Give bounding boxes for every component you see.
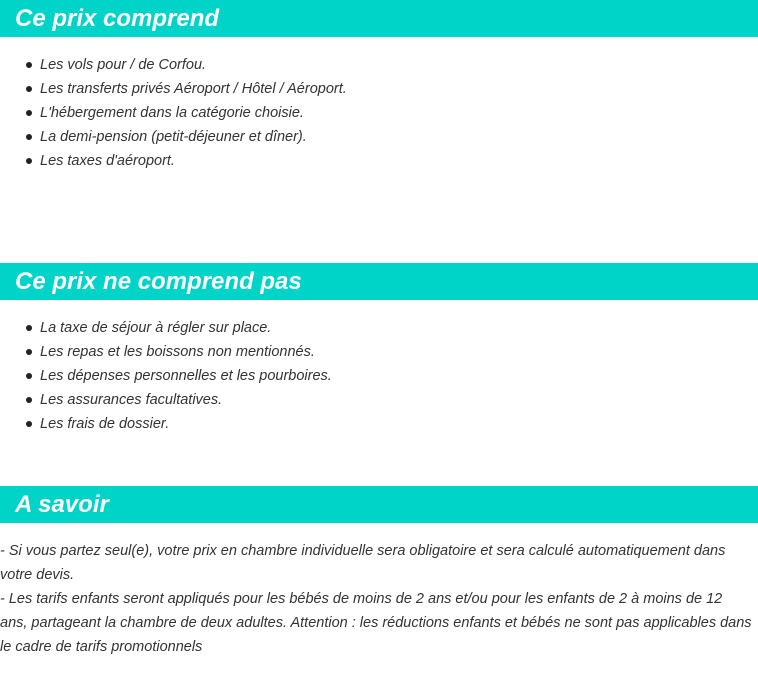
info-block	[0, 539, 752, 659]
list-item	[0, 125, 347, 149]
bullet-icon	[26, 110, 32, 116]
info-paragraph-children: - Les tarifs enfants seront appliqués pour les bébés de moins de 2 ans et/ou pour les enfants de 2 à moins de 12 ans, partageant la chambre de deux adultes. Attention : les réductions enfants et bébés ne sont pas applicables dans le cadre de tarifs promotionnels	[0, 591, 752, 655]
included-list	[0, 53, 347, 173]
list-item	[0, 316, 332, 340]
list-item-text: Les transferts privés Aéroport / Hôtel / Aéroport.	[40, 81, 347, 97]
bullet-icon	[26, 62, 32, 68]
list-item	[0, 412, 332, 436]
section-title-not-included: Ce prix ne comprend pas	[0, 263, 758, 300]
info-paragraph-single: - Si vous partez seul(e), votre prix en chambre individuelle sera obligatoire et sera calculé automatiquement dans votre devis.	[0, 543, 726, 583]
bullet-icon	[26, 86, 32, 92]
list-item	[0, 77, 347, 101]
bullet-icon	[26, 349, 32, 355]
list-item-text: Les taxes d'aéroport.	[40, 153, 175, 169]
bullet-icon	[26, 421, 32, 427]
list-item	[0, 53, 347, 77]
not-included-list	[0, 316, 332, 436]
list-item-text: Les repas et les boissons non mentionnés.	[40, 344, 315, 360]
list-item-text: La taxe de séjour à régler sur place.	[40, 320, 272, 336]
list-item-text: La demi-pension (petit-déjeuner et dîner).	[40, 129, 307, 145]
list-item	[0, 340, 332, 364]
list-item-text: L'hébergement dans la catégorie choisie.	[40, 105, 304, 121]
bullet-icon	[26, 134, 32, 140]
list-item	[0, 101, 347, 125]
list-item	[0, 388, 332, 412]
list-item	[0, 364, 332, 388]
bullet-icon	[26, 373, 32, 379]
list-item	[0, 149, 347, 173]
list-item-text: Les frais de dossier.	[40, 416, 170, 432]
list-item-text: Les vols pour / de Corfou.	[40, 57, 207, 73]
bullet-icon	[26, 397, 32, 403]
list-item-text: Les assurances facultatives.	[40, 392, 223, 408]
bullet-icon	[26, 158, 32, 164]
list-item-text: Les dépenses personnelles et les pourboires.	[40, 368, 332, 384]
section-title-included: Ce prix comprend	[0, 0, 758, 37]
section-title-to-know: A savoir	[0, 486, 758, 523]
bullet-icon	[26, 325, 32, 331]
